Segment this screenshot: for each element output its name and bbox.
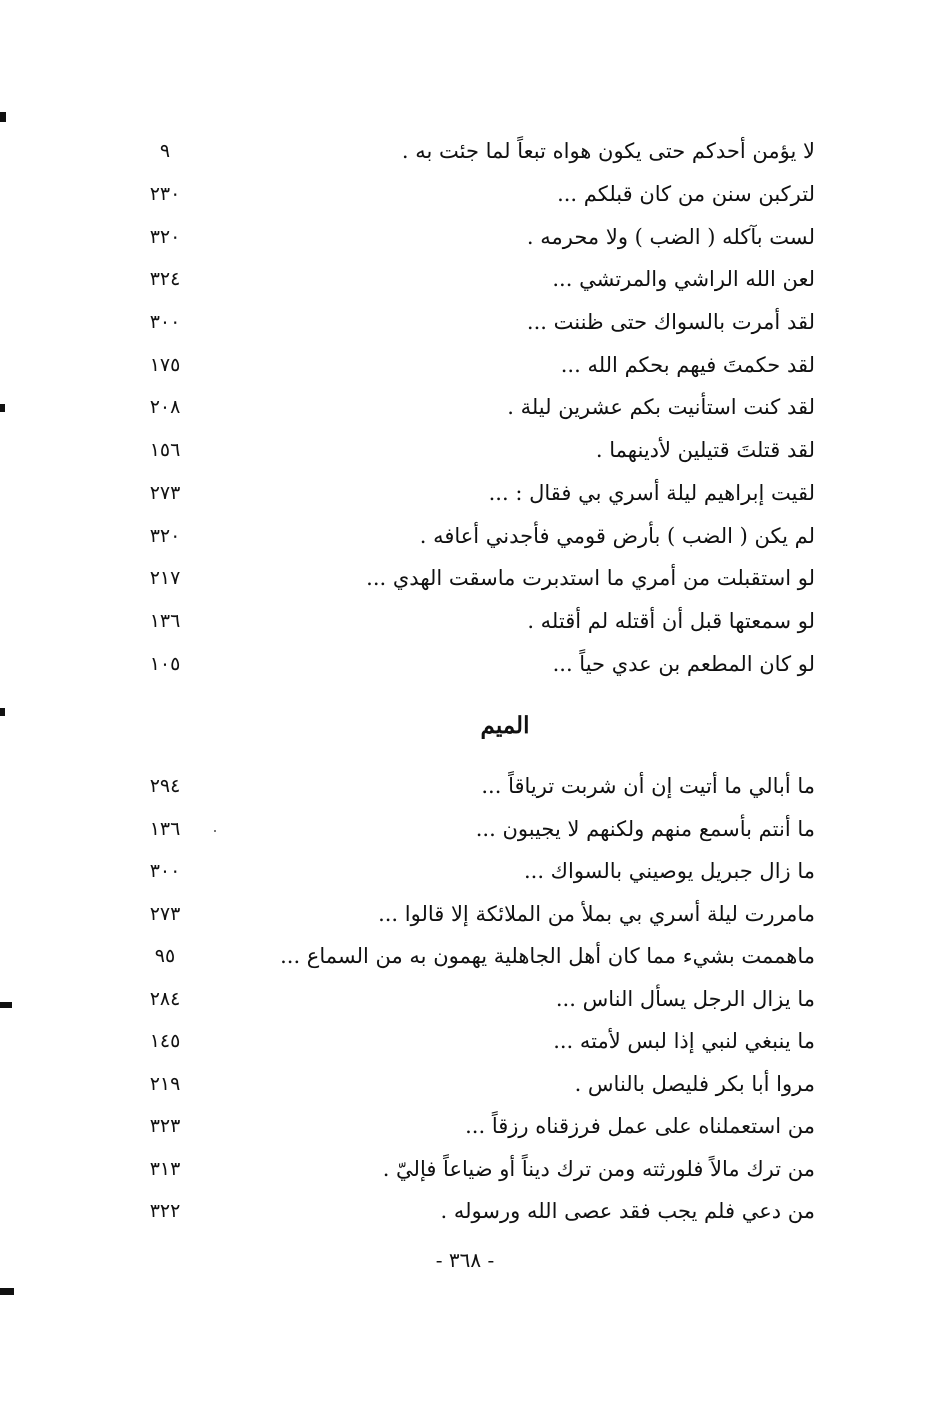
index-entry xyxy=(130,386,815,429)
entry-page-number: ٣٢٣ xyxy=(149,1115,181,1138)
entry-text: لقد قتلتَ قتيلين لأدينهما . xyxy=(595,438,815,463)
entry-page-number: ٢٧٣ xyxy=(149,902,181,925)
index-entry xyxy=(130,1148,815,1191)
index-entry xyxy=(130,557,815,600)
index-entry xyxy=(130,808,815,851)
index-entry xyxy=(130,343,815,386)
entry-page-number: ٣١٣ xyxy=(149,1157,181,1180)
entry-text: لعن الله الراشي والمرتشي ... xyxy=(552,267,815,292)
index-entry xyxy=(130,765,815,808)
entry-text: ما أنتم بأسمع منهم ولكنهم لا يجيبون ... xyxy=(475,816,815,841)
entry-page-number: ٣٠٠ xyxy=(149,311,181,334)
entry-page-number: ٩ xyxy=(159,140,171,163)
index-entry xyxy=(130,301,815,344)
index-entry xyxy=(130,1020,815,1063)
entry-page-number: ٢١٩ xyxy=(149,1072,181,1095)
index-entry xyxy=(130,429,815,472)
entry-page-number: ١٤٥ xyxy=(149,1030,181,1053)
entry-page-number: ١٠٥ xyxy=(149,652,181,675)
index-entry xyxy=(130,935,815,978)
index-entry xyxy=(130,600,815,643)
entry-text: لو استقبلت من أمري ما استدبرت ماسقت الهدي ... xyxy=(366,566,815,591)
entry-text: ما زال جبريل يوصيني بالسواك ... xyxy=(523,859,815,884)
entry-page-number: ١٣٦ xyxy=(149,817,181,840)
index-entry xyxy=(130,1105,815,1148)
entry-page-number: ٢٩٤ xyxy=(149,775,181,798)
entry-page-number: ٣٢٤ xyxy=(149,268,181,291)
index-entry xyxy=(130,850,815,893)
index-entry xyxy=(130,1063,815,1106)
scan-edge-mark xyxy=(0,1002,12,1008)
entry-page-number: ٣٠٠ xyxy=(149,860,181,883)
index-entry xyxy=(130,514,815,557)
entry-text: لو كان المطعم بن عدي حياً ... xyxy=(552,651,815,676)
entry-page-number: ١٣٦ xyxy=(149,609,181,632)
entry-page-number: ٢٣٠ xyxy=(149,183,181,206)
section-heading: الميم xyxy=(480,712,530,739)
index-entry xyxy=(130,1190,815,1233)
index-entry xyxy=(130,893,815,936)
entry-page-number: ١٧٥ xyxy=(149,353,181,376)
entry-text: من استعملناه على عمل فرزقناه رزقاً ... xyxy=(465,1114,815,1139)
entry-page-number: ٢٨٤ xyxy=(149,987,181,1010)
entry-text: لقيت إبراهيم ليلة أسري بي فقال : ... xyxy=(488,480,815,505)
entry-page-number: ١٥٦ xyxy=(149,439,181,462)
entry-text: ما ينبغي لنبي إذا لبس لأمته ... xyxy=(553,1029,815,1054)
index-list-mim xyxy=(130,765,815,1233)
entry-text: من ترك مالاً فلورثته ومن ترك ديناً أو ضياعاً فإليّ . xyxy=(382,1156,815,1181)
scan-edge-mark xyxy=(0,1288,14,1295)
index-entry xyxy=(130,130,815,173)
index-list-lam xyxy=(130,130,815,685)
index-entry xyxy=(130,173,815,216)
index-entry xyxy=(130,642,815,685)
entry-text: من دعي فلم يجب فقد عصى الله ورسوله . xyxy=(440,1199,815,1224)
entry-text: ماهممت بشيء مما كان أهل الجاهلية يهمون به من السماع ... xyxy=(280,944,815,969)
entry-page-number: ٢١٧ xyxy=(149,567,181,590)
entry-text: لست بآكله ( الضب ) ولا محرمه . xyxy=(526,224,815,249)
entry-text: لقد حكمتَ فيهم بحكم الله ... xyxy=(560,352,815,377)
entry-text: لتركبن سنن من كان قبلكم ... xyxy=(557,182,815,207)
entry-text: مروا أبا بكر فليصل بالناس . xyxy=(574,1071,815,1096)
entry-text: لقد كنت استأنيت بكم عشرين ليلة . xyxy=(507,395,815,420)
index-entry xyxy=(130,472,815,515)
entry-text: ما يزال الرجل يسأل الناس ... xyxy=(555,986,815,1011)
entry-text: ما أبالي ما أتيت إن أن شربت ترياقاً ... xyxy=(481,774,815,799)
scan-edge-mark xyxy=(0,112,6,122)
index-entry xyxy=(130,215,815,258)
entry-text: مامررت ليلة أسري بي بملأ من الملائكة إلا قالوا ... xyxy=(378,901,815,926)
index-entry xyxy=(130,258,815,301)
entry-page-number: ٣٢٢ xyxy=(149,1200,181,1223)
scan-edge-mark xyxy=(0,404,5,412)
entry-text: لا يؤمن أحدكم حتى يكون هواه تبعاً لما جئت به . xyxy=(401,139,815,164)
entry-page-number: ٩٥ xyxy=(154,945,176,968)
entry-page-number: ٢٠٨ xyxy=(149,396,181,419)
page-number: - ٣٦٨ - xyxy=(435,1248,495,1272)
entry-text: لم يكن ( الضب ) بأرض قومي فأجدني أعافه . xyxy=(419,523,815,548)
entry-page-number: ٣٢٠ xyxy=(149,225,181,248)
entry-page-number: ٢٧٣ xyxy=(149,481,181,504)
entry-text: لو سمعتها قبل أن أقتله لم أقتله . xyxy=(527,608,815,633)
index-entry xyxy=(130,978,815,1021)
entry-page-number: ٣٢٠ xyxy=(149,524,181,547)
entry-text: لقد أمرت بالسواك حتى ظننت ... xyxy=(526,310,815,335)
